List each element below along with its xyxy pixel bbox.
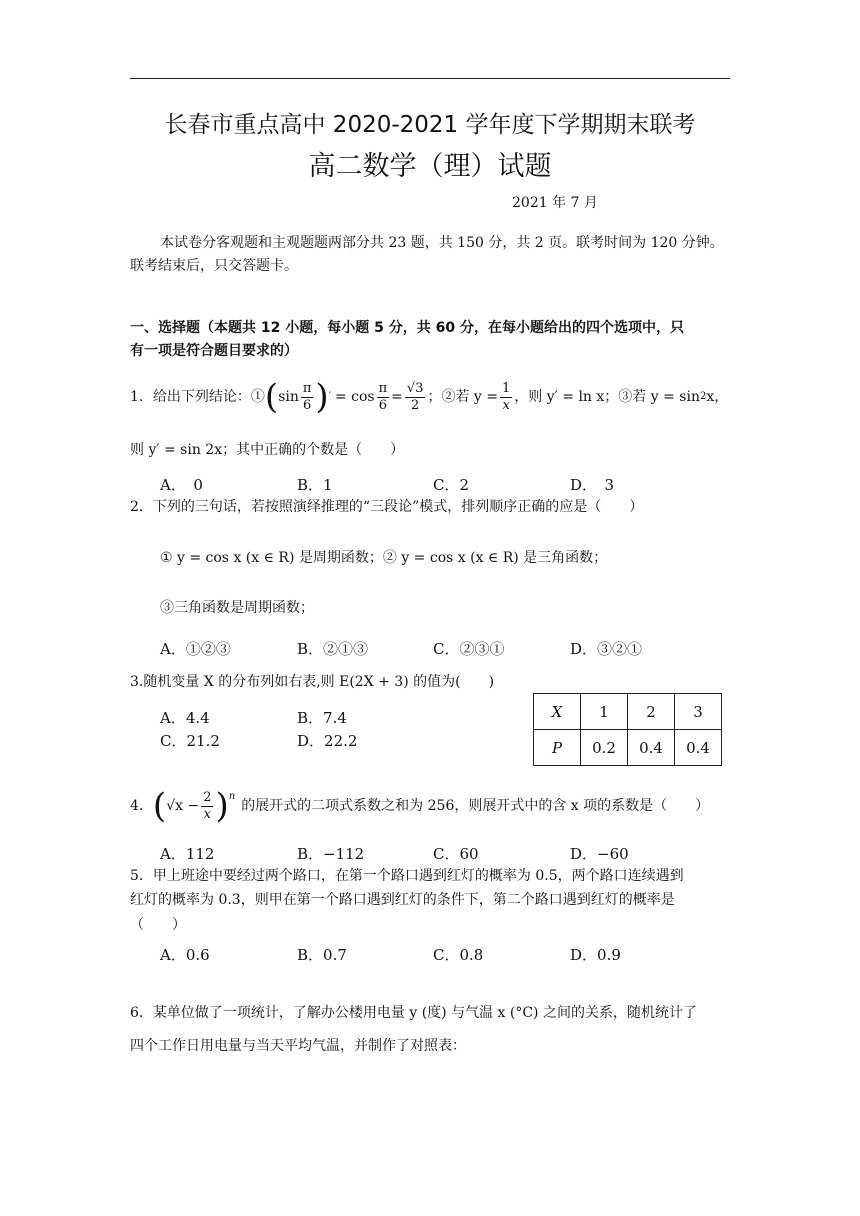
q4-rest: 的展开式的二项式系数之和为 256，则展开式中的含 x 项的系数是（ ）: [241, 798, 710, 814]
table-cell: P: [534, 730, 581, 766]
q5-option-d: D．0.9: [570, 946, 621, 964]
q1-eq-cos: = cos: [334, 389, 375, 405]
q5-option-b: B．0.7: [297, 946, 347, 964]
q1-fraction-1-x: $\frac{1}{x}$: [502, 380, 511, 413]
q5-option-a: A．0.6: [160, 946, 210, 964]
intro-line-1: 本试卷分客观题和主观题题两部分共 23 题，共 150 分，共 2 页。联考时间为 120 分钟。: [160, 235, 724, 251]
q1-line-2: 则 y′ = sin 2x；其中正确的个数是（ ）: [130, 442, 405, 458]
q1-prefix: 1．给出下列结论：①: [130, 389, 265, 405]
q6-line-2: 四个工作日用电量与当天平均气温，并制作了对照表：: [130, 1038, 466, 1054]
q3-distribution-table: [533, 693, 722, 766]
q1-eq: =: [391, 389, 403, 405]
table-cell: X: [534, 694, 581, 730]
q2-option-c: C．②③①: [433, 640, 505, 658]
table-cell: 0.2: [581, 730, 628, 766]
q5-line-3: （ ）: [130, 917, 186, 933]
q4-option-a: A．112: [160, 845, 215, 863]
q4-option-c: C．60: [433, 845, 479, 863]
q1-end: x，: [706, 389, 729, 405]
exam-subtitle: 高二数学（理）试题: [308, 151, 552, 182]
section-heading-line-1: 一、选择题（本题共 12 小题，每小题 5 分，共 60 分，在每小题给出的四个选项中，只: [130, 320, 684, 336]
q5-option-c: C．0.8: [433, 946, 484, 964]
q1-fraction-pi-6: $\frac{\pi}{6}$: [302, 380, 312, 413]
header-rule: [130, 78, 730, 79]
q1-line-1: 1．给出下列结论：① ( sin $\frac{\pi}{6}$ ) ′ = cos $\frac{\pi}{6}$ = $\frac{√3}{2}$ ；②若 y = $\frac{1}{x}$ ，则 y′ = ln x；③若 y = sin 2 x，: [130, 377, 729, 417]
q2-option-d: D．③②①: [570, 640, 643, 658]
q4-prefix: 4．: [130, 798, 153, 814]
q1-option-b: B．1: [297, 476, 333, 494]
table-cell: 0.4: [628, 730, 675, 766]
table-cell: 3: [675, 694, 722, 730]
q1-fraction-sqrt3-2: $\frac{√3}{2}$: [406, 380, 424, 413]
q3-option-d: D．22.2: [297, 732, 358, 750]
q4-option-d: D．−60: [570, 845, 629, 863]
q1-mid-2: ；②若 y =: [427, 389, 498, 405]
q5-line-2: 红灯的概率为 0.3，则甲在第一个路口遇到红灯的条件下，第二个路口遇到红灯的概率是: [130, 892, 675, 908]
q4-option-b: B．−112: [297, 845, 365, 863]
table-row: [534, 730, 722, 766]
q2-statement-2: ③三角函数是周期函数；: [160, 600, 314, 616]
q1-option-a: A． 0: [160, 476, 203, 494]
table-row: [534, 694, 722, 730]
q4-line: 4． ( √x − $\frac{2}{x}$ ) $^n$ 的展开式的二项式系数之和为 256，则展开式中的含 x 项的系数是（ ）: [130, 786, 710, 826]
exam-date: 2021 年 7 月: [512, 195, 598, 211]
q3-option-b: B．7.4: [297, 709, 347, 727]
q2-option-a: A．①②③: [160, 640, 231, 658]
q5-line-1: 5．甲上班途中要经过两个路口，在第一个路口遇到红灯的概率为 0.5，两个路口连续遇到: [130, 868, 684, 884]
q1-option-c: C．2: [433, 476, 470, 494]
q2-option-b: B．②①③: [297, 640, 369, 658]
table-cell: 2: [628, 694, 675, 730]
q2-statement-1: ① y = cos x (x ∈ R) 是周期函数；② y = cos x (x ∈ R) 是三角函数；: [160, 550, 608, 566]
q1-option-d: D． 3: [570, 476, 615, 494]
q1-sin: sin: [278, 389, 299, 405]
q3-option-a: A．4.4: [160, 709, 210, 727]
q3-option-c: C．21.2: [160, 732, 220, 750]
q4-fraction-2-x: $\frac{2}{x}$: [203, 789, 212, 822]
q4-sqrtx: √x −: [166, 798, 200, 814]
q3-text: 3.随机变量 X 的分布列如右表,则 E(2X + 3) 的值为( ): [130, 674, 495, 690]
exam-title: 长春市重点高中 2020-2021 学年度下学期期末联考: [164, 112, 696, 138]
q1-fraction-pi-6-b: $\frac{\pi}{6}$: [378, 380, 388, 413]
q2-text: 2．下列的三句话，若按照演绎推理的“三段论”模式，排列顺序正确的应是（ ）: [130, 499, 644, 515]
table-cell: 0.4: [675, 730, 722, 766]
q6-line-1: 6．某单位做了一项统计，了解办公楼用电量 y (度) 与气温 x (°C) 之间的关系，随机统计了: [130, 1005, 697, 1021]
section-heading-line-2: 有一项是符合题目要求的）: [130, 343, 298, 359]
q1-mid-3: ，则 y′ = ln x；③若 y = sin: [514, 389, 700, 405]
table-cell: 1: [581, 694, 628, 730]
intro-line-2: 联考结束后，只交答题卡。: [130, 258, 298, 274]
